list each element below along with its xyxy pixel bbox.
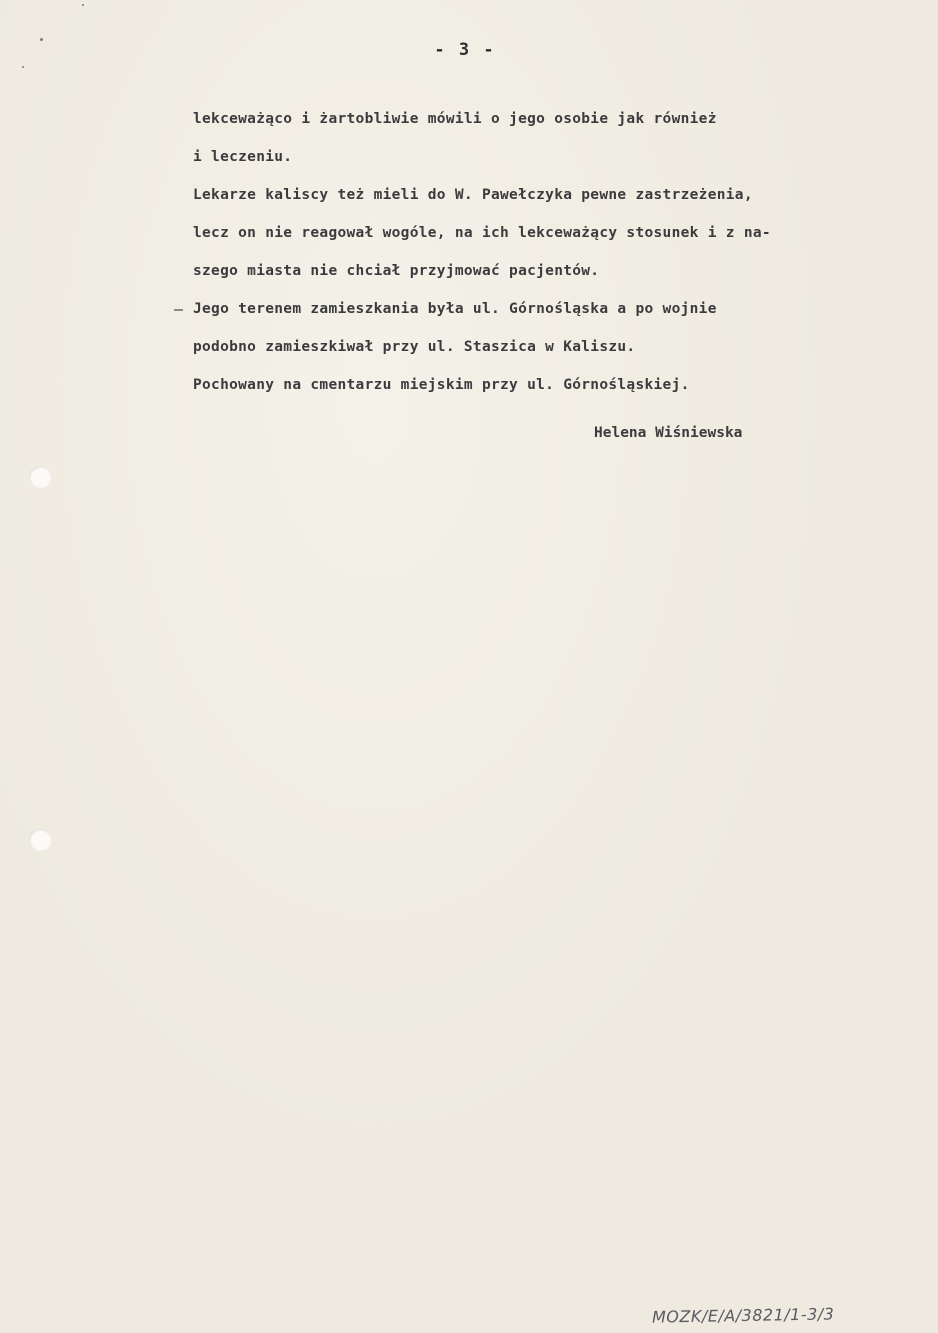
margin-dash-mark xyxy=(174,309,183,311)
punch-hole xyxy=(29,466,51,488)
author-signature: Helena Wiśniewska xyxy=(594,425,743,441)
text-line: Lekarze kaliscy też mieli do W. Pawełczyka pewne zastrzeżenia, xyxy=(193,187,753,203)
text-line: Pochowany na cmentarzu miejskim przy ul. Górnośląskiej. xyxy=(193,377,690,393)
text-line: lekceważąco i żartobliwie mówili o jego osobie jak również xyxy=(193,111,717,127)
punch-hole xyxy=(29,829,51,851)
text-line: szego miasta nie chciał przyjmować pacjentów. xyxy=(193,263,600,279)
paper-speck xyxy=(82,4,84,6)
text-line: Jego terenem zamieszkania była ul. Górnośląska a po wojnie xyxy=(193,301,717,317)
text-line: i leczeniu. xyxy=(193,149,293,165)
text-line: lecz on nie reagował wogóle, na ich lekceważący stosunek i z na- xyxy=(193,225,771,241)
paper-speck xyxy=(40,38,43,41)
text-line: podobno zamieszkiwał przy ul. Staszica w Kaliszu. xyxy=(193,339,636,355)
archive-reference: MOZK/E/A/3821/1-3/3 xyxy=(651,1304,835,1327)
typewritten-text xyxy=(193,104,933,408)
paper-speck xyxy=(22,66,24,68)
page-number: - 3 - xyxy=(434,40,496,60)
